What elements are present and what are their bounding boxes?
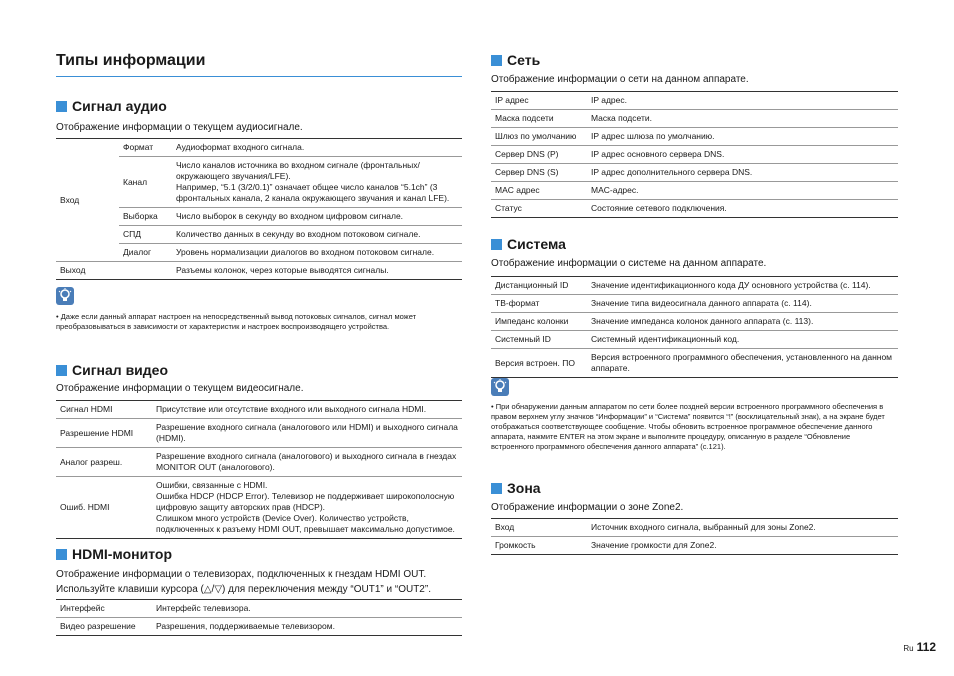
row-value: Разъемы колонок, через которые выводятся сигналы. xyxy=(172,262,462,280)
row-key: Формат xyxy=(119,139,172,157)
row-value: MAC-адрес. xyxy=(587,182,898,200)
section-square-icon xyxy=(491,239,502,250)
table-row xyxy=(491,164,898,182)
row-key: Импеданс колонки xyxy=(491,313,587,331)
tip-lightbulb-icon xyxy=(491,378,509,396)
system-desc: Отображение информации о системе на данном аппарате. xyxy=(491,258,767,269)
row-value: IP адрес шлюза по умолчанию. xyxy=(587,128,898,146)
row-value: Присутствие или отсутствие входного или выходного сигнала HDMI. xyxy=(152,401,462,419)
network-desc: Отображение информации о сети на данном аппарате. xyxy=(491,74,749,85)
row-value: IP адрес дополнительного сервера DNS. xyxy=(587,164,898,182)
row-group: Вход xyxy=(56,139,119,262)
network-table xyxy=(491,91,898,218)
audio-desc: Отображение информации о текущем аудиосигнале. xyxy=(56,122,303,133)
row-value: Источник входного сигнала, выбранный для зоны Zone2. xyxy=(587,519,898,537)
video-table xyxy=(56,400,462,539)
row-key: Разрешение HDMI xyxy=(56,419,152,448)
row-value: Значение идентификационного кода ДУ основного устройства (с. 114). xyxy=(587,277,898,295)
row-value: Уровень нормализации диалогов во входном потоковом сигнале. xyxy=(172,244,462,262)
row-value: IP адрес. xyxy=(587,92,898,110)
page-number-value: 112 xyxy=(916,640,936,654)
system-table xyxy=(491,276,898,378)
row-key: Сервер DNS (S) xyxy=(491,164,587,182)
table-row xyxy=(56,419,462,448)
row-key: ТВ-формат xyxy=(491,295,587,313)
network-heading-text: Сеть xyxy=(507,52,541,68)
table-row xyxy=(491,313,898,331)
section-square-icon xyxy=(56,549,67,560)
row-key: Статус xyxy=(491,200,587,218)
row-key: MAC адрес xyxy=(491,182,587,200)
table-row xyxy=(491,146,898,164)
zone-heading-text: Зона xyxy=(507,480,541,496)
row-value: Состояние сетевого подключения. xyxy=(587,200,898,218)
row-value: Количество данных в секунду во входном потоковом сигнале. xyxy=(172,226,462,244)
table-row xyxy=(56,618,462,636)
network-heading xyxy=(491,52,540,68)
row-value: Число выборок в секунду во входном цифровом сигнале. xyxy=(172,208,462,226)
row-value: Разрешение входного сигнала (аналогового или HDMI) и выходного сигнала (HDMI). xyxy=(152,419,462,448)
row-value: Значение типа видеосигнала данного аппарата (с. 114). xyxy=(587,295,898,313)
page-number xyxy=(903,640,936,654)
row-value: Значение импеданса колонок данного аппарата (с. 113). xyxy=(587,313,898,331)
page-lang: Ru xyxy=(903,644,914,653)
row-value: IP адрес основного сервера DNS. xyxy=(587,146,898,164)
table-row xyxy=(491,295,898,313)
table-row xyxy=(56,600,462,618)
system-heading xyxy=(491,236,566,252)
table-row xyxy=(491,277,898,295)
system-heading-text: Система xyxy=(507,236,566,252)
table-row xyxy=(491,331,898,349)
row-key: Системный ID xyxy=(491,331,587,349)
hdmi-table xyxy=(56,599,462,636)
table-row xyxy=(491,200,898,218)
table-row xyxy=(491,537,898,555)
table-row xyxy=(56,477,462,539)
hdmi-heading-text: HDMI-монитор xyxy=(72,546,172,562)
row-key: Дистанционный ID xyxy=(491,277,587,295)
row-key: Выход xyxy=(56,262,172,280)
zone-table xyxy=(491,518,898,555)
row-key: Маска подсети xyxy=(491,110,587,128)
row-value: Ошибки, связанные с HDMI. Ошибка HDCP (HDCP Error). Телевизор не поддерживает широкополосную цифровую защиту авторских прав (HDCP). Слишком много устройств (Device Over). Количество устройств, подключенных к разъему HDMI OUT, превышает максимально допустимое. xyxy=(152,477,462,539)
zone-desc: Отображение информации о зоне Zone2. xyxy=(491,502,684,513)
audio-heading xyxy=(56,98,167,114)
row-key: Выборка xyxy=(119,208,172,226)
hdmi-heading xyxy=(56,546,172,562)
table-row xyxy=(491,182,898,200)
row-key: Аналог разреш. xyxy=(56,448,152,477)
tip-lightbulb-icon xyxy=(56,287,74,305)
audio-heading-text: Сигнал аудио xyxy=(72,98,167,114)
row-key: Ошиб. HDMI xyxy=(56,477,152,539)
system-note: • При обнаружении данным аппаратом по сети более поздней версии встроенного программного обеспечения в правом верхнем углу значков “Информации” и “Система” появится “!” (восклицательный знак), а на экране будет отображаться соответствующее сообщение. Чтобы обновить встроенное программное обеспечение данного аппарата, нажмите ENTER на этом экране и выполните процедуру, описанную в разделе “Обновление встроенного программного обеспечения данного аппарата” (с.121). xyxy=(491,402,885,451)
table-row xyxy=(56,139,462,157)
zone-heading xyxy=(491,480,541,496)
table-row xyxy=(491,519,898,537)
row-value: Разрешения, поддерживаемые телевизором. xyxy=(152,618,462,636)
video-heading xyxy=(56,362,168,378)
row-value: Разрешение входного сигнала (аналогового) и выходного сигнала в гнездах MONITOR OUT (аналогового). xyxy=(152,448,462,477)
row-key: Видео разрешение xyxy=(56,618,152,636)
row-value: Число каналов источника во входном сигнале (фронтальных/окружающего звучания/LFE). Например, “5.1 (3/2/0.1)” означает общее число каналов “5.1ch” (3 фронтальных канала, 2 канала окружающего звучания и канал LFE). xyxy=(172,157,462,208)
table-row xyxy=(491,110,898,128)
row-key: СПД xyxy=(119,226,172,244)
video-desc: Отображение информации о текущем видеосигнале. xyxy=(56,383,304,394)
page-title: Типы информации xyxy=(56,52,206,69)
row-value: Интерфейс телевизора. xyxy=(152,600,462,618)
section-square-icon xyxy=(56,101,67,112)
row-value: Версия встроенного программного обеспечения, установленного на данном аппарате. xyxy=(587,349,898,378)
audio-table xyxy=(56,138,462,280)
table-row xyxy=(491,92,898,110)
table-row xyxy=(56,448,462,477)
hdmi-desc: Отображение информации о телевизорах, подключенных к гнездам HDMI OUT. Используйте клавиши курсора (△/▽) для переключения между “OUT1” и “OUT2”. xyxy=(56,569,431,595)
row-key: Шлюз по умолчанию xyxy=(491,128,587,146)
row-key: Сервер DNS (P) xyxy=(491,146,587,164)
row-key: Громкость xyxy=(491,537,587,555)
section-square-icon xyxy=(56,365,67,376)
section-square-icon xyxy=(491,55,502,66)
row-key: Диалог xyxy=(119,244,172,262)
row-key: IP адрес xyxy=(491,92,587,110)
table-row xyxy=(491,349,898,378)
row-key: Вход xyxy=(491,519,587,537)
table-row xyxy=(56,262,462,280)
row-value: Маска подсети. xyxy=(587,110,898,128)
title-divider xyxy=(56,76,462,77)
audio-note: • Даже если данный аппарат настроен на непосредственный вывод потоковых сигналов, сигнал может преобразовываться в зависимости от характеристик и настроек воспроизводящего устройства. xyxy=(56,312,417,331)
video-heading-text: Сигнал видео xyxy=(72,362,169,378)
row-value: Значение громкости для Zone2. xyxy=(587,537,898,555)
row-key: Канал xyxy=(119,157,172,208)
row-key: Интерфейс xyxy=(56,600,152,618)
section-square-icon xyxy=(491,483,502,494)
row-value: Системный идентификационный код. xyxy=(587,331,898,349)
row-key: Сигнал HDMI xyxy=(56,401,152,419)
row-value: Аудиоформат входного сигнала. xyxy=(172,139,462,157)
table-row xyxy=(56,401,462,419)
row-key: Версия встроен. ПО xyxy=(491,349,587,378)
table-row xyxy=(491,128,898,146)
